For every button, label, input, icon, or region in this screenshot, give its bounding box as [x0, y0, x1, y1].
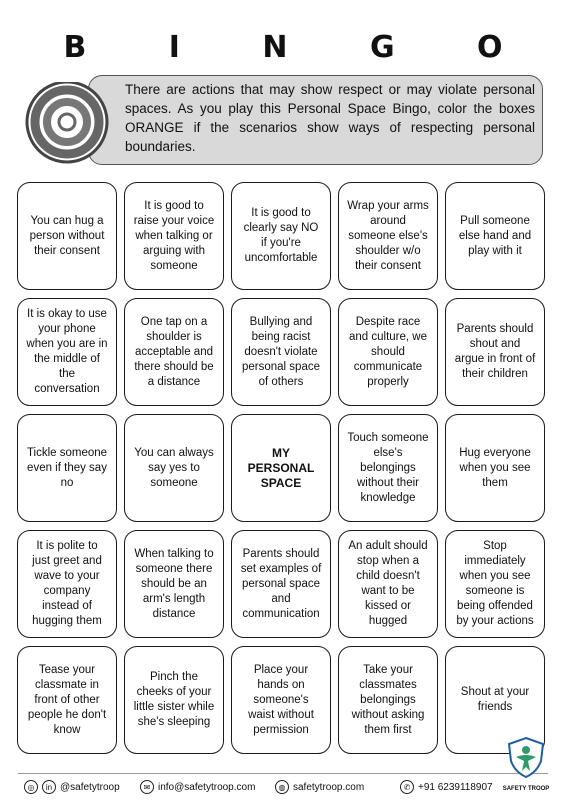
bingo-cell[interactable]: Tease your classmate in front of other people he don't know [17, 646, 117, 754]
bingo-cell[interactable]: Pinch the cheeks of your little sister while she's sleeping [124, 646, 224, 754]
bingo-cell[interactable]: Despite race and culture, we should communicate properly [338, 298, 438, 406]
footer-email[interactable] [140, 780, 255, 794]
footer-social[interactable] [24, 780, 120, 794]
bingo-cell[interactable]: You can always say yes to someone [124, 414, 224, 522]
bingo-cell[interactable]: When talking to someone there should be an arm's length distance [124, 530, 224, 638]
social-handle: @safetytroop [60, 781, 120, 793]
bingo-cell[interactable]: It is good to clearly say NO if you're uncomfortable [231, 182, 331, 290]
bingo-cell[interactable]: Pull someone else hand and play with it [445, 182, 545, 290]
instructions-text: There are actions that may show respect or may violate personal spaces. As you play this Personal Space Bingo, color the boxes ORANGE if the scenarios show ways of respecting personal boundaries. [125, 82, 535, 154]
bingo-cell[interactable]: It is polite to just greet and wave to your company instead of hugging them [17, 530, 117, 638]
footer-phone[interactable] [400, 780, 493, 794]
bingo-cell[interactable]: One tap on a shoulder is acceptable and there should be a distance [124, 298, 224, 406]
bingo-cell[interactable]: It is good to raise your voice when talking or arguing with someone [124, 182, 224, 290]
bingo-cell[interactable]: Parents should set examples of personal space and communication [231, 530, 331, 638]
shield-logo-icon [504, 735, 548, 779]
bingo-cell[interactable]: You can hug a person without their consent [17, 182, 117, 290]
bingo-free-space[interactable]: MY PERSONAL SPACE [231, 414, 331, 522]
bingo-grid [17, 182, 545, 754]
page-title: B I N G O [63, 30, 539, 65]
bingo-cell[interactable]: An adult should stop when a child doesn't want to be kissed or hugged [338, 530, 438, 638]
bingo-cell[interactable]: Wrap your arms around someone else's shoulder w/o their consent [338, 182, 438, 290]
safety-troop-logo [500, 735, 552, 795]
bingo-cell[interactable]: Shout at your friends [445, 646, 545, 754]
globe-icon: ◍ [275, 780, 289, 794]
instagram-icon: ◎ [24, 780, 38, 794]
brand-name: SAFETY TROOP [502, 786, 550, 792]
bingo-cell[interactable]: It is okay to use your phone when you are in the middle of the conversation [17, 298, 117, 406]
email-text: info@safetytroop.com [158, 781, 256, 793]
phone-icon: ✆ [400, 780, 414, 794]
bingo-cell[interactable]: Bullying and being racist doesn't violate personal space of others [231, 298, 331, 406]
bingo-cell[interactable]: Stop immediately when you see someone is being offended by your actions [445, 530, 545, 638]
footer-divider [18, 773, 548, 774]
bingo-cell[interactable]: Place your hands on someone's waist without permission [231, 646, 331, 754]
bingo-cell[interactable]: Hug everyone when you see them [445, 414, 545, 522]
phone-text: +91 6239118907 [418, 781, 493, 793]
mail-icon: ✉ [140, 780, 154, 794]
bingo-cell[interactable]: Touch someone else's belongings without their knowledge [338, 414, 438, 522]
bingo-cell[interactable]: Tickle someone even if they say no [17, 414, 117, 522]
website-text: safetytroop.com [293, 781, 365, 793]
target-icon [22, 82, 112, 172]
footer-website[interactable] [275, 780, 364, 794]
linkedin-icon: in [42, 780, 56, 794]
bingo-cell[interactable]: Take your classmates belongings without asking them first [338, 646, 438, 754]
bingo-cell[interactable]: Parents should shout and argue in front of their children [445, 298, 545, 406]
